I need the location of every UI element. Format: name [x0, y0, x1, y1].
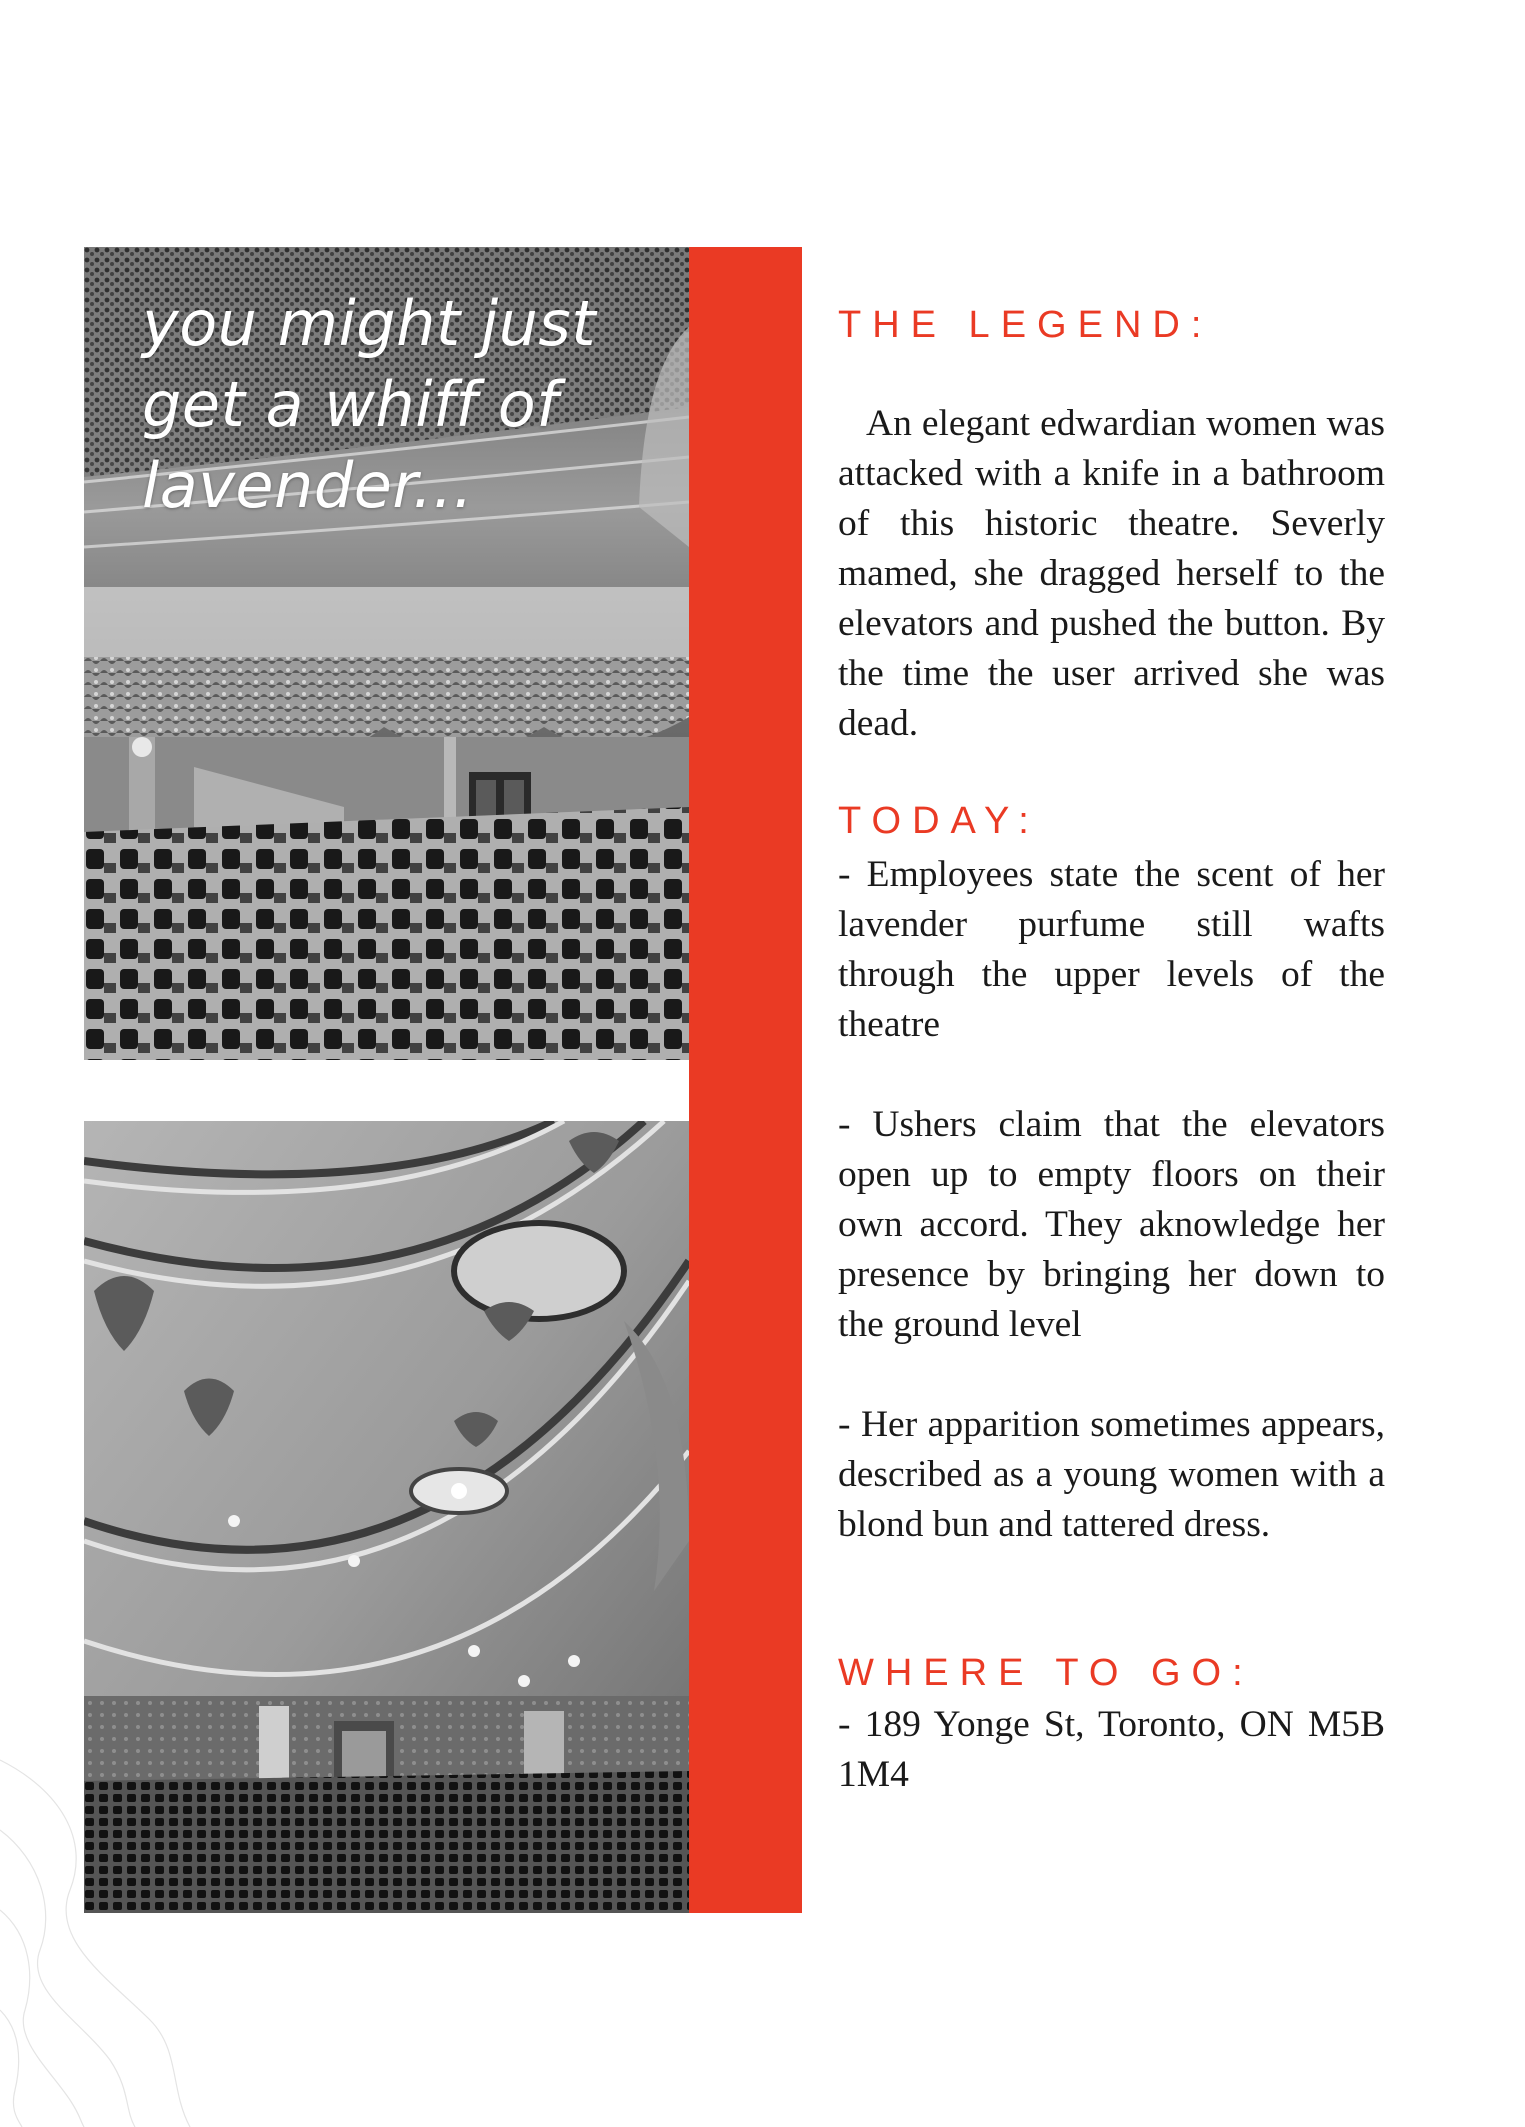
accent-bar	[689, 247, 802, 1913]
today-item: - Ushers claim that the elevators open up to empty floors on their own accord. They aknowledge her presence by bringing her down to the ground level	[838, 1104, 1385, 1345]
today-item: - Her apparition sometimes appears, described as a young women with a blond bun and tattered dress.	[838, 1404, 1385, 1545]
theatre-ceiling-photo	[84, 1121, 689, 1913]
today-heading: TODAY:	[838, 800, 1040, 842]
where-heading: WHERE TO GO:	[838, 1652, 1254, 1694]
today-item: - Employees state the scent of her lavender purfume still wafts through the upper levels of the theatre	[838, 854, 1385, 1045]
tagline: you might just get a whiff of lavender...	[142, 287, 597, 522]
ceiling-illustration	[84, 1121, 689, 1913]
address-text: - 189 Yonge St, Toronto, ON M5B 1M4	[838, 1704, 1385, 1795]
theatre-auditorium-photo	[84, 247, 689, 1060]
legend-heading: THE LEGEND:	[838, 304, 1213, 346]
legend-text: An elegant edwardian women was attacked with a knife in a bathroom of this historic theatre. Severly mamed, she dragged herself to the elevators and pushed the button. By the time the user arrived she was dead.	[838, 403, 1385, 744]
